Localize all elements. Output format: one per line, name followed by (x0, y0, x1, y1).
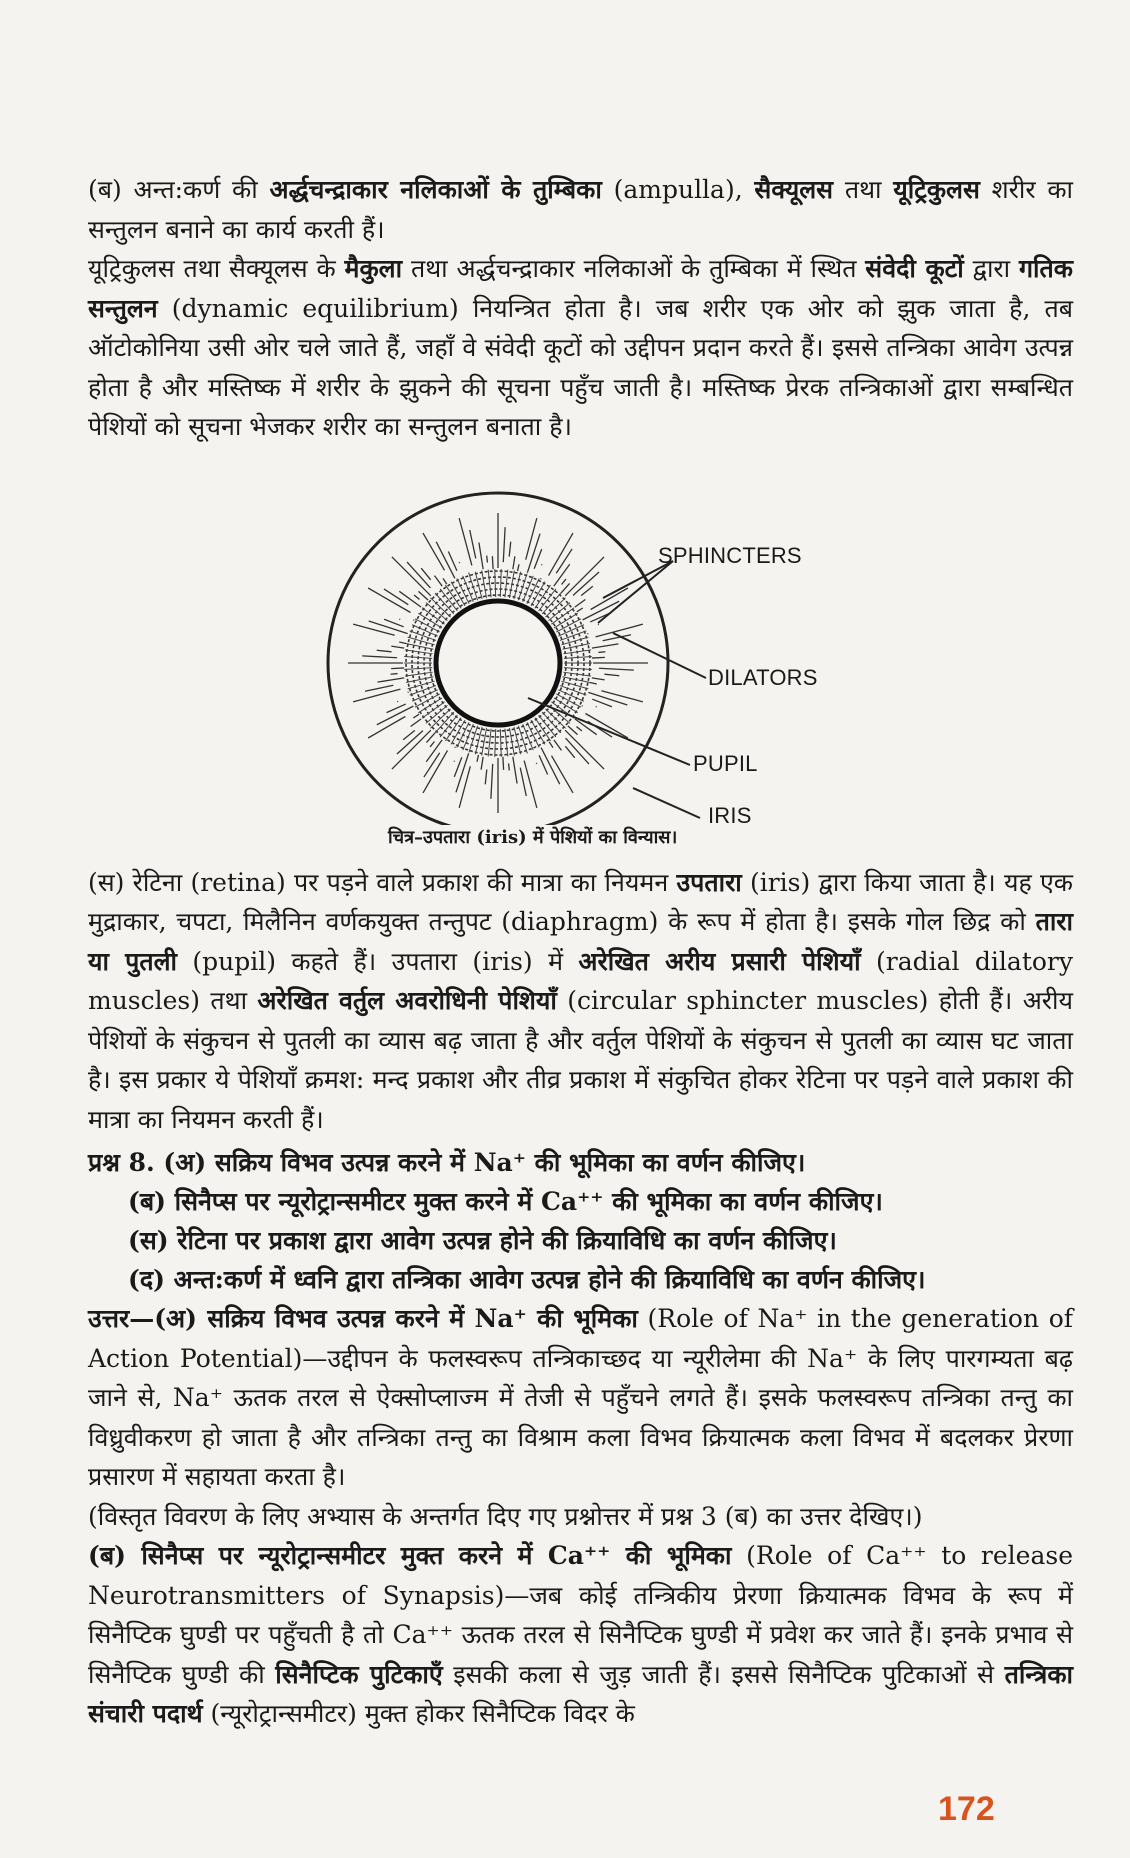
text-run: (pupil) कहते हैं। उपतारा (iris) में (177, 946, 579, 976)
dilator-line (568, 725, 578, 734)
label-pupil: PUPIL (693, 750, 758, 776)
pointer-line-dilators (613, 633, 706, 678)
dilator-line (492, 556, 493, 569)
dilator-line (426, 739, 442, 761)
sphincter-tick (558, 689, 584, 700)
bold-term: मैकुला (344, 254, 403, 283)
dilator-line (413, 714, 419, 718)
dilator-line (575, 599, 586, 607)
figure-caption: चित्र–उपतारा (iris) में पेशियों का विन्यास। (388, 826, 678, 848)
text-run: (Role of Na⁺ in the generation of Action Potential)—उद्दीपन के फलस्वरूप तन्त्रिकाच्छद या न्यूरीलेमा की Na⁺ के लिए पारगम्यता बढ़ जाने से, Na⁺ ऊतक तरल से ऐक्सोप्लाज्म में तेजी से पहुँचने लगते हैं। इसके फलस्वरूप तन्त्रिका तन्तु का विध्रुवीकरण हो जाता है और तन्त्रिका तन्तु का विश्राम कला विभव क्रियात्मक कला विभव में बदलकर प्रेरणा प्रसारण में सहायता करता है। (88, 1304, 1073, 1491)
dilator-line (403, 730, 415, 739)
dilator-line (592, 677, 605, 679)
dilator-line (598, 651, 605, 652)
dilator-line (391, 673, 398, 674)
text-run: तथा (833, 175, 894, 204)
dilator-line (524, 760, 537, 807)
dilator-line (526, 518, 537, 560)
dilator-line (487, 555, 488, 562)
page-number: 172 (938, 1790, 995, 1828)
pointer-line-pupil (528, 698, 690, 765)
sphincter-tick (523, 575, 533, 601)
reference-note: (विस्तृत विवरण के लिए अभ्यास के अन्तर्गत दिए गए प्रश्नोत्तर में प्रश्न 3 (ब) का उत्तर देखिए।) (88, 1501, 923, 1531)
dilator-line (485, 769, 487, 784)
dilator-line (588, 692, 627, 705)
sphincter-tick (500, 728, 501, 756)
question-line-3: (स) रेटिना पर प्रकाश द्वारा आवेग उत्पन्न होने की क्रियाविधि का वर्णन कीजिए। (128, 1226, 837, 1255)
pointer-line-iris (633, 788, 700, 818)
text-run: तथा अर्द्धचन्द्राकार नलिकाओं के तुम्बिका में स्थित (402, 254, 866, 283)
dilator-line (604, 674, 619, 676)
dilator-line (513, 556, 515, 569)
dilator-line (470, 529, 476, 557)
label-sphincters: SPHINCTERS (658, 542, 802, 568)
dilator-line (534, 549, 542, 569)
sphincter-tick (500, 569, 501, 597)
dilator-line (601, 690, 643, 701)
dilator-line (430, 741, 434, 746)
text-run: यूट्रिकुलस तथा सैक्यूलस के (88, 254, 345, 283)
dilator-line (599, 668, 634, 670)
text-run: इसकी कला से जुड़ जाती हैं। इससे सिनैप्टिक पुटिकाओं से (442, 1659, 1005, 1689)
sphincter-tick (531, 720, 545, 744)
dilator-line (527, 533, 540, 572)
text-run: (न्यूरोट्रान्समीटर) मुक्त होकर सिनैप्टिक विदर के (202, 1699, 635, 1728)
bold-term: अरेखित अरीय प्रसारी पेशियाँ (578, 946, 861, 976)
dilator-line (565, 556, 604, 595)
dilator-line (549, 741, 553, 747)
sphincter-tick (563, 676, 590, 682)
dilator-line (459, 518, 472, 565)
dilator-line (392, 730, 431, 769)
dilator-line (509, 541, 511, 556)
text-run: (ब) अन्त:कर्ण की (88, 175, 270, 204)
answer-a (88, 1299, 1073, 1497)
bold-term: सिनैप्टिक पुटिकाएँ (275, 1659, 443, 1689)
answer-b-heading: (ब) सिनैप्स पर न्यूरोट्रान्समीटर मुक्त करने में Ca⁺⁺ की भूमिका (88, 1541, 732, 1570)
bold-term: गतिक सन्तुलन (88, 254, 1073, 323)
bold-term: उपतारा (676, 867, 742, 897)
sphincter-tick (495, 569, 496, 597)
sphincter-tick (556, 693, 581, 706)
dilator-line (503, 756, 504, 769)
dilator-line (520, 767, 526, 795)
bold-term: तारा या पुतली (88, 907, 1073, 976)
question-line-4: (द) अन्त:कर्ण में ध्वनि द्वारा तन्त्रिका आवेग उत्पन्न होने की क्रियाविधि का वर्णन कीजिए। (128, 1265, 926, 1294)
dilator-line (556, 548, 572, 572)
dilator-line (477, 754, 478, 761)
dilator-line (384, 588, 408, 604)
dilator-line (503, 527, 505, 562)
dilator-line (565, 746, 574, 758)
sphincter-tick (495, 728, 496, 756)
dilator-line (509, 763, 510, 770)
iris-diagram (88, 453, 1073, 825)
dilator-line (561, 583, 570, 593)
bold-term: संवेदी कूटों (865, 254, 964, 283)
dilator-line (353, 624, 395, 635)
page-content (88, 170, 1073, 1734)
dilator-line (491, 763, 493, 798)
sphincter-tick (509, 727, 514, 755)
dilator-line (479, 542, 483, 569)
text-run: (circular sphincter muscles) होती हैं। अरीय पेशियों के संकुचन से पुतली का व्यास बढ़ जाता है और वर्तुल पेशियों के संकुचन से पुतली का व्यास घट जाता है। इस प्रकार ये पेशियाँ क्रमश: मन्द प्रकाश और तीव्र प्रकाश में संकुचित होकर रेटिना पर पड़ने वाले प्रकाश की मात्रा का नियमन करती हैं। (88, 986, 1073, 1134)
dilator-line (481, 756, 483, 769)
text-run: द्वारा (963, 254, 1019, 283)
dilator-line (435, 575, 443, 586)
dilator-line (554, 739, 562, 750)
answer-a-heading: उत्तर—(अ) सक्रिय विभव उत्पन्न करने में Na⁺ की भूमिका (88, 1304, 638, 1333)
dilator-line (592, 643, 619, 647)
label-iris: IRIS (708, 802, 752, 828)
dilator-line (581, 586, 593, 595)
bold-term: तन्त्रिका संचारी पदार्थ (88, 1659, 1073, 1728)
dilator-line (378, 677, 405, 681)
sphincter-tick (415, 618, 440, 631)
sphincter-tick (412, 689, 438, 700)
dilator-line (513, 756, 517, 783)
dilator-line (365, 685, 393, 691)
text-run: (Role of Ca⁺⁺ to release Neurotransmitters of Synapsis)—जब कोई तन्त्रिकीय प्रेरणा क्रियात्मक विभव के रूप में सिनैप्टिक घुण्डी पर पहुँचती है तो Ca⁺⁺ ऊतक तरल से सिनैप्टिक घुण्डी में प्रवेश कर जाते हैं। इनके प्रभाव से सिनैप्टिक घुण्डी की (88, 1541, 1073, 1689)
dilator-line (362, 655, 397, 657)
dilator-line (577, 607, 583, 611)
dilator-line (353, 689, 400, 702)
bold-term: यूट्रिकुलस (893, 175, 980, 204)
text-run: शरीर का सन्तुलन बनाने का कार्य करती हैं। (88, 175, 1074, 244)
dilator-line (454, 757, 462, 777)
dilator-line (424, 752, 440, 776)
iris-figure (88, 453, 1073, 863)
dilator-line (592, 657, 605, 658)
sphincter-tick (418, 697, 442, 712)
dilator-line (426, 732, 435, 742)
bold-term: अर्द्धचन्द्राकार नलिकाओं के तुम्बिका (269, 175, 602, 204)
question-line-2: (ब) सिनैप्स पर न्यूरोट्रान्समीटर मुक्त करने में Ca⁺⁺ की भूमिका का वर्णन कीजिए। (128, 1187, 883, 1216)
text-run: (radial dilatory muscles) तथा (88, 946, 1073, 1015)
dilator-line (576, 726, 581, 730)
paragraph-iris (88, 863, 1073, 1140)
bold-term: अरेखित वर्तुल अवरोधिनी पेशियाँ (257, 986, 557, 1015)
dilator-line (384, 619, 404, 627)
text-run: (स) रेटिना (retina) पर पड़ने वाले प्रकाश की मात्रा का नियमन (88, 867, 677, 897)
dilator-line (411, 718, 422, 726)
text-run: (dynamic equilibrium) नियन्त्रित होता है। जब शरीर एक ओर को झुक जाता है, तब ऑटोकोनिया उसी ओर चले जाते हैं, जहाँ वे संवेदी कूटों को उद्दीपन प्रदान करते हैं। इससे तन्त्रिका आवेग उत्पन्न होता है और मस्तिष्क में शरीर के झुकने की सूचना पहुँच जाती है। मस्तिष्क प्रेरक तन्त्रिकाओं द्वारा सम्बन्धित पेशियों को सूचना भेजकर शरीर का सन्तुलन बनाता है। (88, 293, 1073, 441)
dilator-line (377, 650, 392, 652)
dilator-line (518, 564, 519, 571)
dilator-line (418, 591, 428, 600)
dilator-line (590, 682, 597, 683)
paragraph-vestibular (88, 170, 1073, 249)
dilator-line (414, 595, 419, 599)
text-run: (iris) द्वारा किया जाता है। यह एक मुद्राकार, चपटा, मिलैनिन वर्णकयुक्त तन्तुपट (diaphragm) के रूप में होता है। इसके गोल छिद्र को (88, 867, 1073, 936)
dilator-line (391, 667, 404, 668)
dilator-line (459, 766, 470, 808)
dilator-line (421, 568, 430, 580)
answer-b (88, 1536, 1073, 1734)
label-dilators: DILATORS (708, 664, 818, 690)
sphincter-tick (445, 717, 461, 740)
text-run: (ampulla), (601, 175, 755, 204)
sphincter-tick (554, 613, 578, 628)
dilator-line (592, 699, 612, 707)
dilator-line (554, 564, 570, 586)
sphincter-tick (418, 613, 442, 628)
sphincter-tick (445, 585, 461, 608)
dilator-line (391, 646, 404, 648)
dilator-line (399, 591, 421, 607)
sphincter-tick (451, 581, 465, 605)
question-line-1: प्रश्न 8. (अ) सक्रिय विभव उत्पन्न करने में Na⁺ की भूमिका का वर्णन कीजिए। (88, 1148, 806, 1177)
dilator-line (392, 556, 431, 595)
bold-term: सैक्यूलस (754, 175, 834, 204)
dilator-line (562, 579, 566, 584)
dilator-line (369, 620, 408, 633)
dilator-line (399, 642, 406, 643)
dilator-line (456, 753, 469, 792)
paragraph-macula (88, 249, 1073, 447)
sphincter-tick (527, 722, 539, 747)
pupil-circle (436, 601, 560, 725)
dilator-line (565, 730, 604, 769)
dilator-line (443, 578, 447, 584)
